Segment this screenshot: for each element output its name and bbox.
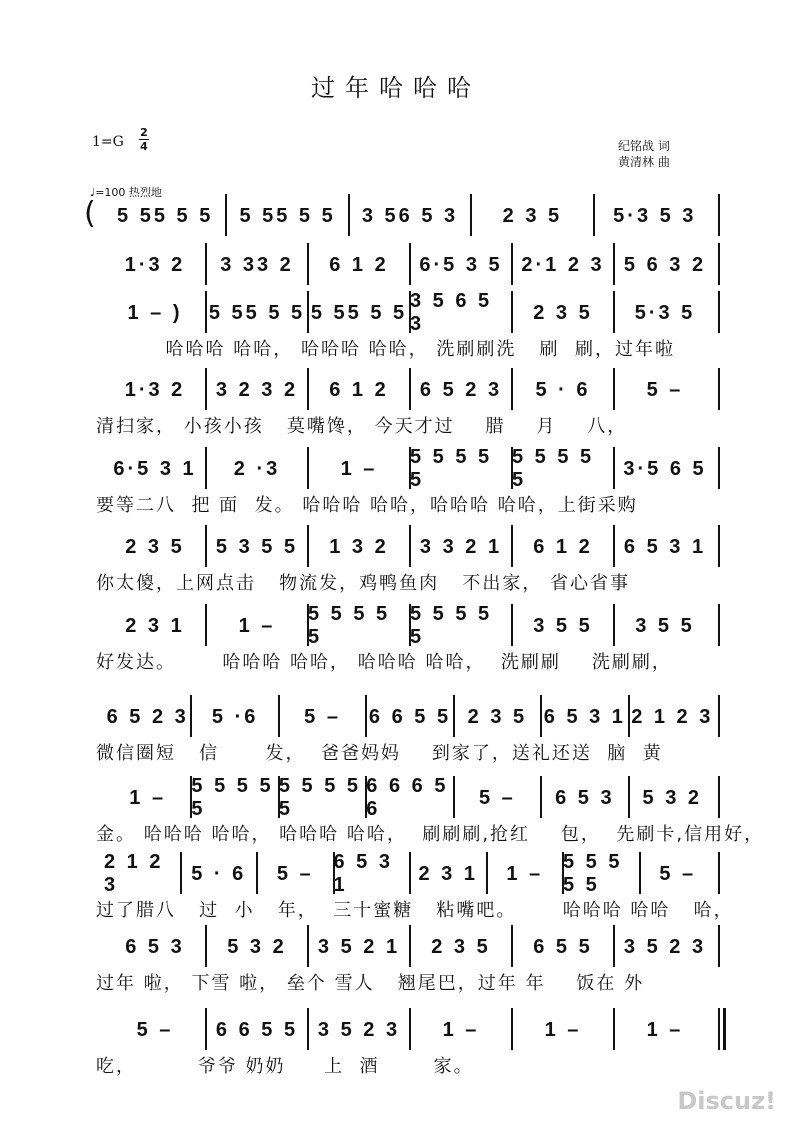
measure: 3 2 3 2 [215,378,299,401]
measure: 2 ·3 [233,457,281,480]
measure: 3 5 6 5 3 [410,290,493,335]
measure: 5 5 5 5 5 [410,446,493,491]
bar-line [718,852,720,894]
measure: 2 3 5 [125,535,185,558]
bar-line [718,368,720,410]
measure: 6 6 6 5 6 [366,775,449,820]
measure: 5 5 5 5 5 [278,775,362,820]
measure: 6·5 3 5 [419,253,503,276]
measure: 1 – [646,1018,684,1041]
meter-top: 2 [140,126,148,139]
measure: 5 – [304,705,341,728]
lyrics-line: 吃， 爷爷 奶奶 上 酒 家。 [96,1056,474,1077]
lyrics-line: 要等二八 把 面 发。 哈哈哈 哈哈，哈哈哈 哈哈，上街采购 [96,495,638,516]
notes-line [104,933,716,961]
measure: 1 – [340,457,378,480]
measure: 1 – [506,862,544,885]
bar-line [718,525,720,567]
notes-line [104,290,716,335]
measure: 5 – [646,378,684,401]
measure: 5 · 6 [191,862,247,885]
notes-line [104,603,716,648]
measure: 2 3 5 [467,705,528,728]
lyrics-line: 过了腊八 过 小 年， 三十蜜糖 粘嘴吧。 哈哈哈 哈哈 哈， [96,900,734,921]
bar-line [718,291,720,333]
notes-line [104,376,716,404]
measure: 1 – [238,614,276,637]
measure: 6 5 3 1 [623,535,707,558]
lyrics-line: 清扫家， 小孩小孩 莫嘴馋， 今天才过 腊 月 八， [96,416,628,437]
bar-line [718,776,720,818]
measure: 6 1 2 [533,535,593,558]
lyrics-line: 过年 啦， 下雪 啦， 垒个 雪人 翘尾巴，过年 年 饭在 外 [96,973,645,994]
tempo-marking: ♩=100 热烈地 [90,186,162,199]
measure: 5 55 5 5 [310,301,408,324]
measure: 2 3 5 [431,935,491,958]
measure: 2 3 5 [502,204,563,227]
measure: 3 5 5 [635,614,695,637]
measure: 6 1 2 [329,253,389,276]
credits [618,138,670,170]
measure: 5 · 6 [535,378,591,401]
bar-line [718,194,720,236]
bar-line [718,1008,720,1050]
final-bar-line [723,1008,726,1050]
measure: 6 5 3 [125,935,185,958]
measure: 1 – [442,1018,480,1041]
notes-line [104,851,716,896]
notes-line [104,533,716,561]
measure: 5 – [276,862,314,885]
lyrics-line: 微信圈短 信 发， 爸爸妈妈 到家了，送礼还送 脑 黄 [96,743,663,764]
lyrics-line: 好发达。 哈哈哈 哈哈， 哈哈哈 哈哈， 洗刷刷 洗刷刷， [96,652,672,673]
measure: 1 – ) [127,301,183,324]
notes-line [104,703,716,731]
measure: 5 – [479,786,516,809]
measure: 6 5 3 [555,786,615,809]
measure: 3 5 2 3 [317,1018,401,1041]
measure: 3 3 2 1 [419,535,503,558]
measure: 6 5 3 1 [333,851,393,896]
measure: 5 5 5 5 5 [308,603,391,648]
bar-line [718,925,720,967]
measure: 6·5 3 1 [113,457,197,480]
bar-line [718,447,720,489]
notes-line [104,251,716,279]
measure: 5 5 5 5 5 [563,851,623,896]
measure: 1 – [129,786,167,809]
measure: 5·3 5 3 [613,204,697,227]
measure: 5 3 5 5 [215,535,299,558]
measure: 5 3 2 [227,935,287,958]
measure: 5 55 5 5 [117,204,214,227]
measure: 6 5 3 1 [543,705,626,728]
measure: 2·1 2 3 [521,253,605,276]
measure: 6 6 5 5 [368,705,452,728]
lyrics-line: 哈哈哈 哈哈， 哈哈哈 哈哈， 洗刷刷洗 刷 刷，过年啦 [96,339,675,360]
measure: 1·3 2 [124,253,186,276]
measure: 2 3 5 [533,301,593,324]
measure: 5 3 2 [642,786,703,809]
measure: 5 ·6 [211,705,259,728]
page-title: 过年哈哈哈 [311,74,481,102]
measure: 1·3 2 [124,378,186,401]
composer: 黄清林 曲 [618,155,670,169]
lyrics-line: 金。 哈哈哈 哈哈， 哈哈哈 哈哈， 刷刷刷,抢红 包， 先刷卡,信用好， [96,824,765,845]
time-signature [139,127,149,152]
bar-line [718,243,720,285]
measure: 6 5 5 [533,935,593,958]
measure: 5 6 3 2 [623,253,707,276]
measure: 1 – [544,1018,582,1041]
lyricist: 纪铭战 词 [618,139,670,153]
measure: 5 – [659,862,697,885]
measure: 3 5 2 3 [623,935,707,958]
measure: 1 3 2 [329,535,389,558]
notes-line [104,1016,716,1044]
measure: 5 5 5 5 5 [410,603,493,648]
measure: 5 – [136,1018,174,1041]
measure: 5 5 5 5 5 [191,775,274,820]
measure: 2 1 2 3 [104,851,164,896]
meter-bottom: 4 [140,140,148,153]
measure: 3 33 2 [220,253,294,276]
measure: 5 5 5 5 5 [512,446,595,491]
notes-line [104,202,716,230]
bar-line [718,604,720,646]
repeat-open-paren: ( [84,196,96,231]
measure: 3 5 5 [533,614,593,637]
notes-line [104,775,716,820]
measure: 6 5 2 3 [106,705,189,728]
measure: 6 6 5 5 [215,1018,299,1041]
notes-line [104,446,716,491]
watermark-logo: Discuz! [677,1087,776,1115]
measure: 2 1 2 3 [631,705,714,728]
measure: 2 3 1 [125,614,185,637]
measure: 5 55 5 5 [208,301,306,324]
bar-line [718,695,720,737]
measure: 5·3 5 [634,301,696,324]
measure: 5 55 5 5 [239,204,336,227]
measure: 2 3 1 [418,862,478,885]
lyrics-line: 你太傻，上网点击 物流发，鸡鸭鱼肉 不出家， 省心省事 [96,573,631,594]
measure: 3·5 6 5 [623,457,707,480]
measure: 6 1 2 [329,378,389,401]
key-signature: 1=G [92,134,124,150]
measure: 3 5 2 1 [317,935,401,958]
measure: 6 5 2 3 [419,378,503,401]
measure: 3 56 5 3 [361,204,459,227]
